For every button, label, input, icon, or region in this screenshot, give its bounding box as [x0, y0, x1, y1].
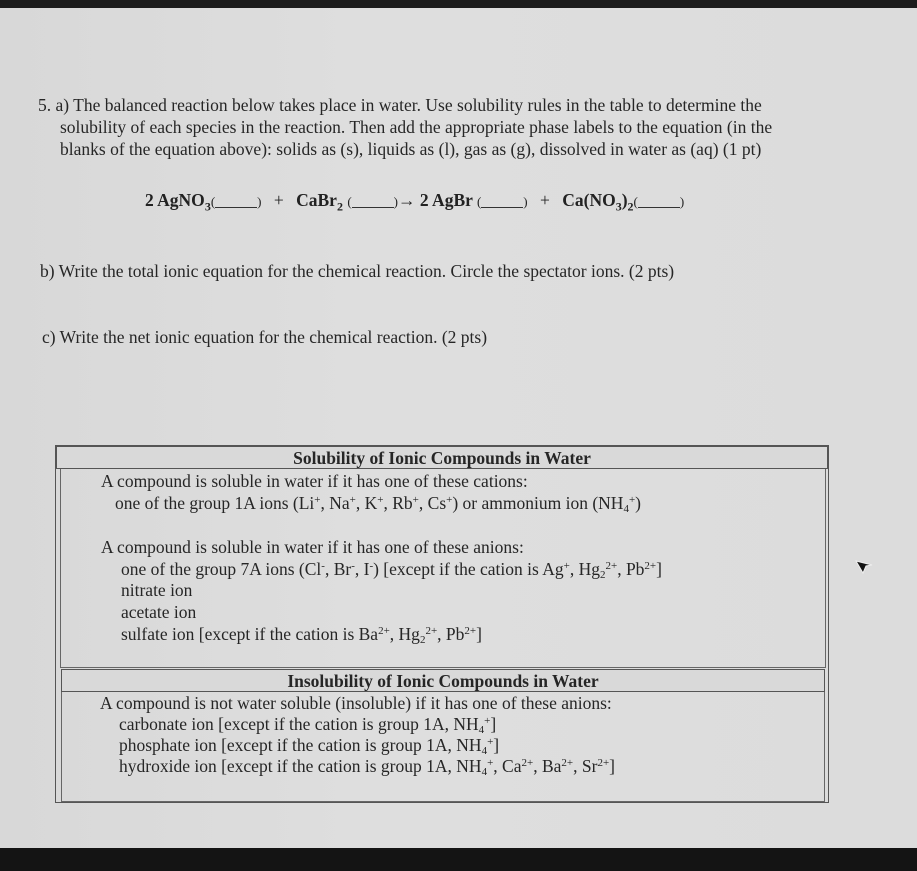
product-cano32: $Ca(NO_3)_2$	[562, 190, 634, 214]
phosphate-rule: phosphate ion [except if the cation is group 1A, $NH_4^+$]	[119, 735, 500, 757]
phase-blank-agno3[interactable]: ( )	[210, 194, 262, 209]
phase-blank-cano32[interactable]: ( )	[633, 194, 685, 209]
insolubility-rules-body	[61, 692, 825, 802]
question-5a-line-3: blanks of the equation above): solids as (s), liquids as (l), gas as (g), dissolved in water as (aq) (1 pt)	[60, 139, 762, 159]
phase-blank-cabr2[interactable]: ( )	[347, 194, 399, 209]
cations-intro: A compound is soluble in water if it has one of these cations:	[101, 471, 528, 491]
anions-intro: A compound is soluble in water if it has one of these anions:	[101, 537, 524, 557]
cations-list: one of the group 1A ions (Li+, Na+, K+, Rb+, Cs+) or ammonium ion $(NH_4^+)$	[115, 493, 641, 515]
acetate-rule: acetate ion	[121, 602, 197, 622]
reactant-agno3: 2 AgNO$_3$	[145, 190, 211, 214]
question-5a-line-1: 5. a) The balanced reaction below takes place in water. Use solubility rules in the table to determine the	[38, 95, 762, 115]
mouse-pointer-icon	[855, 552, 875, 576]
solubility-rules-body	[60, 469, 826, 668]
question-5b: b) Write the total ionic equation for the chemical reaction. Circle the spectator ions. (2 pts)	[40, 261, 675, 281]
product-agbr: 2 AgBr	[419, 190, 473, 210]
question-5a	[38, 94, 868, 160]
solubility-rules-table	[55, 445, 829, 803]
hydroxide-rule: hydroxide ion [except if the cation is group 1A, $NH_4^+$, $Ca^{2+}$, $Ba^{2+}$, $Sr^{2+}$]	[119, 756, 615, 778]
insoluble-intro: A compound is not water soluble (insoluble) if it has one of these anions:	[100, 693, 612, 713]
worksheet-page	[0, 8, 917, 848]
carbonate-rule: carbonate ion [except if the cation is group 1A, $NH_4^+$]	[119, 714, 497, 736]
halide-rule: one of the group 7A ions (Cl-, Br-, I-) [except if the cation is Ag+, $Hg_2^{2+}$, $Pb^{2+}$]	[121, 559, 662, 581]
screen-bottom-bezel	[0, 848, 917, 871]
question-5c: c) Write the net ionic equation for the chemical reaction. (2 pts)	[42, 327, 488, 347]
question-5a-line-2: solubility of each species in the reaction. Then add the appropriate phase labels to the equation (in the	[60, 117, 773, 137]
reactant-cabr2: CaBr$_2$	[296, 190, 343, 214]
phase-blank-agbr[interactable]: ( )	[476, 194, 528, 209]
reaction-arrow: →	[398, 190, 416, 210]
plus-sign: +	[273, 190, 284, 210]
solubility-table-title: Solubility of Ionic Compounds in Water	[56, 446, 828, 469]
nitrate-rule: nitrate ion	[121, 580, 193, 600]
insolubility-table-title: Insolubility of Ionic Compounds in Water	[61, 669, 825, 692]
sulfate-rule: sulfate ion [except if the cation is $Ba^{2+}$, $Hg_2^{2+}$, $Pb^{2+}$]	[121, 624, 482, 646]
chemical-equation	[145, 190, 684, 215]
plus-sign-2: +	[540, 190, 550, 210]
